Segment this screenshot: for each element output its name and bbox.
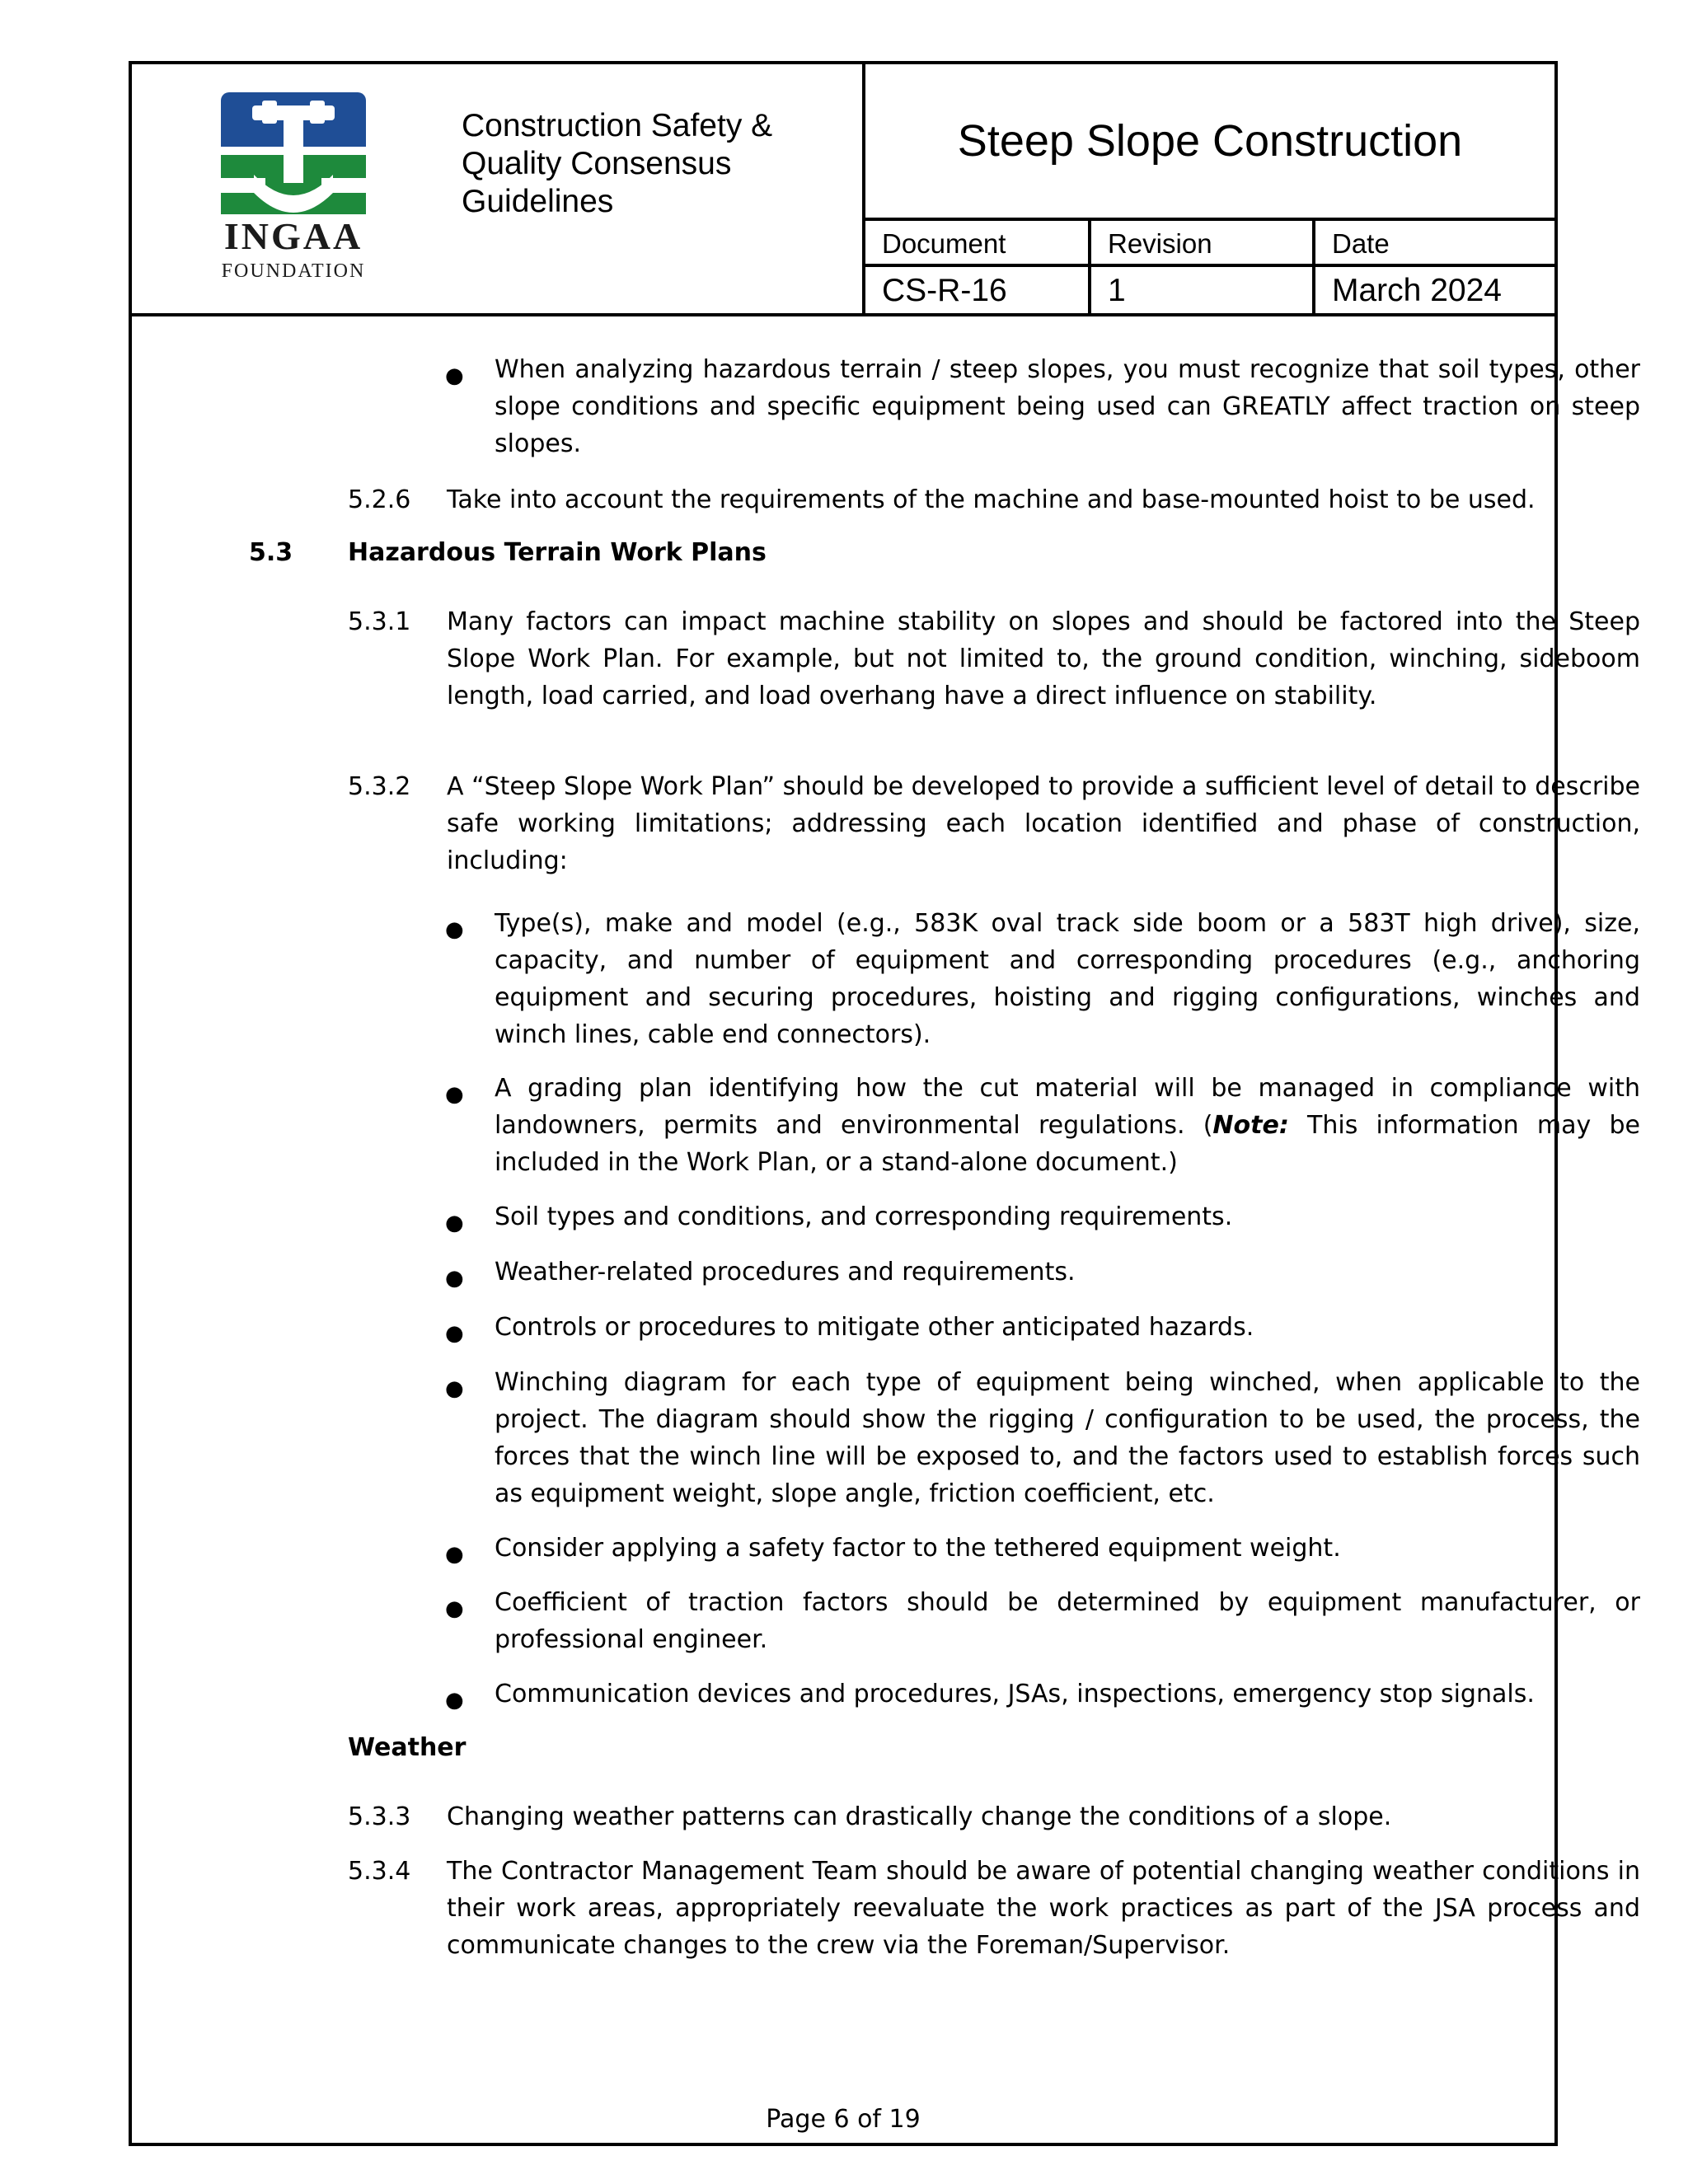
section-number: 5.3.2: [348, 772, 411, 801]
bullet-item: [495, 1070, 1640, 1181]
logo-subtext: FOUNDATION: [221, 260, 366, 282]
header-brand-area: [132, 64, 865, 313]
document-label: Document: [865, 221, 1091, 267]
bullet-item: Coefficient of traction factors should be determined by equipment manufacturer, or professional engineer.: [495, 1588, 1640, 1654]
bullet-icon: ●: [445, 1376, 464, 1401]
bullet-icon: ●: [445, 1082, 464, 1107]
bullet-icon: ●: [445, 1266, 464, 1291]
org-title: Construction Safety & Quality Consensus Guidelines: [462, 108, 773, 219]
bullet-icon: ●: [445, 1688, 464, 1713]
bullet-top: When analyzing hazardous terrain / steep slopes, you must recognize that soil types, other slope conditions and specific equipment being used can GREATLY affect traction on steep slopes.: [495, 355, 1640, 458]
bullet-item: Winching diagram for each type of equipment being winched, when applicable to the project. The diagram should show the rigging / configuration to be used, the process, the forces that the winch line will be exposed to, and the factors used to establish forces such as equipment weight, slope angle, friction coefficient, etc.: [495, 1368, 1640, 1508]
section-number: 5.3.3: [348, 1802, 411, 1831]
bullet-text: A grading plan identifying how the cut material will be managed in compliance with landowners, permits and environmental regulations. (: [495, 1074, 1640, 1140]
revision-number: 1: [1091, 267, 1315, 313]
bullet-item: Weather-related procedures and requirements.: [495, 1258, 1076, 1286]
bullet-icon: ●: [445, 1211, 464, 1235]
bullet-item: Controls or procedures to mitigate other anticipated hazards.: [495, 1313, 1254, 1342]
bullet-icon: ●: [445, 917, 464, 942]
bullet-icon: ●: [445, 1321, 464, 1346]
section-text: Changing weather patterns can drastically change the conditions of a slope.: [447, 1802, 1392, 1831]
ingaa-logo: [221, 92, 366, 287]
document-number: CS-R-16: [865, 267, 1091, 313]
section-number: 5.3.4: [348, 1857, 411, 1886]
document-title: Steep Slope Construction: [865, 64, 1554, 221]
page-frame: [129, 61, 1640, 2146]
section-text: Take into account the requirements of the machine and base-mounted hoist to be used.: [447, 485, 1536, 514]
bullet-icon: ●: [445, 363, 464, 388]
bullet-item: Soil types and conditions, and corresponding requirements.: [495, 1202, 1233, 1231]
section-number: 5.3.1: [348, 607, 411, 636]
section-text: A “Steep Slope Work Plan” should be developed to provide a sufficient level of detail to describe safe working limitations; addressing each location identified and phase of construction, including:: [447, 772, 1640, 875]
weather-heading: Weather: [348, 1733, 467, 1762]
pipeline-valve-icon: [221, 92, 366, 214]
page-number: Page 6 of 19: [766, 2105, 921, 2134]
revision-label: Revision: [1091, 221, 1315, 267]
bullet-item: Communication devices and procedures, JSAs, inspections, emergency stop signals.: [495, 1680, 1535, 1708]
note-label: Note:: [1212, 1111, 1289, 1140]
bullet-item: Consider applying a safety factor to the tethered equipment weight.: [495, 1534, 1341, 1563]
document-date: March 2024: [1332, 273, 1502, 308]
section-text: Many factors can impact machine stability on slopes and should be factored into the Steep Slope Work Plan. For example, but not limited to, the ground condition, winching, sideboom length, load carried, and load overhang have a direct influence on stability.: [447, 607, 1640, 710]
note-text: This information may be included in the Work Plan, or a stand-alone document.): [495, 1111, 1640, 1177]
section-heading: Hazardous Terrain Work Plans: [348, 538, 767, 567]
section-number: 5.3: [249, 538, 293, 567]
bullet-item: Type(s), make and model (e.g., 583K oval track side boom or a 583T high drive), size, capacity, and number of equipment and corresponding procedures (e.g., anchoring equipment and securing procedures, hoisting and rigging configurations, winches and winch lines, cable end connectors).: [495, 909, 1640, 1049]
section-text: The Contractor Management Team should be aware of potential changing weather conditions in their work areas, appropriately reevaluate the work practices as part of the JSA process and communicate changes to the crew via the Foreman/Supervisor.: [447, 1857, 1640, 1960]
section-number: 5.2.6: [348, 485, 411, 514]
document-header: [132, 64, 1554, 316]
logo-wordmark: INGAA: [223, 215, 363, 257]
bullet-icon: ●: [445, 1596, 464, 1621]
date-label: Date: [1315, 221, 1554, 267]
bullet-icon: ●: [445, 1542, 464, 1567]
